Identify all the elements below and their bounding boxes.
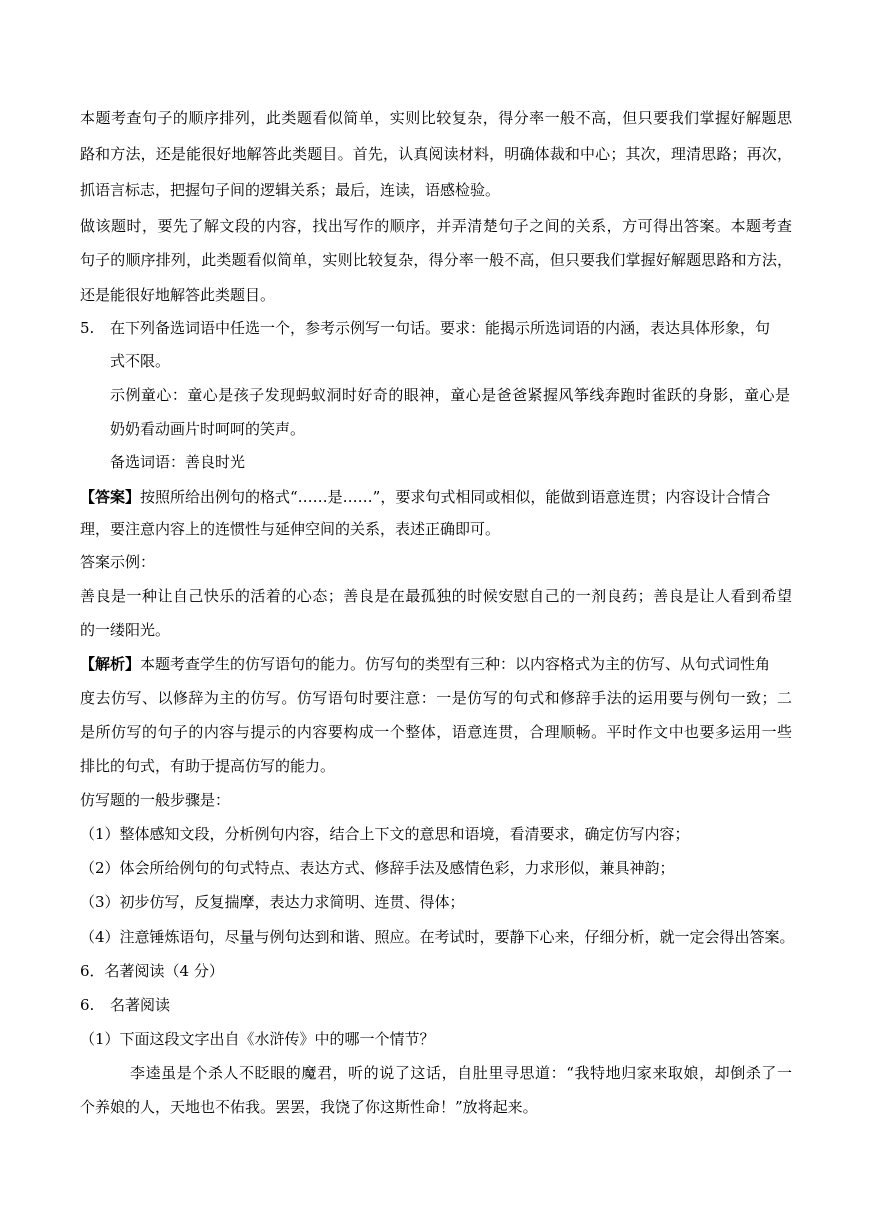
question-text: 式不限。 bbox=[110, 352, 171, 370]
paragraph-line: 本题考查句子的顺序排列，此类题看似简单，实则比较复杂，得分率一般不高，但只要我们掌握好解题思 bbox=[80, 109, 792, 127]
quote-line: 李逵虽是个杀人不眨眼的魔君，听的说了这话，自肚里寻思道：“我特地归家来取娘，却倒杀了一 bbox=[130, 1064, 792, 1082]
question-title: 名著阅读 bbox=[110, 996, 171, 1014]
sample-title: 答案示例： bbox=[80, 553, 156, 571]
question-6 bbox=[80, 995, 792, 1015]
answer-text: 按照所给出例句的格式“……是……”，要求句式相同或相似，能做到语意连贯；内容设计合情合 bbox=[140, 488, 771, 506]
paragraph-line: 句子的顺序排列，此类题看似简单，实则比较复杂，得分率一般不高，但只要我们掌握好解题思路和方法， bbox=[80, 251, 792, 269]
section-heading: 6．名著阅读（4 分） bbox=[80, 962, 224, 980]
sample-line: 的一缕阳光。 bbox=[80, 621, 171, 639]
word-options: 备选词语：善良时光 bbox=[110, 453, 246, 471]
paragraph-line: 还是能很好地解答此类题目。 bbox=[80, 286, 276, 304]
step-item: （1）整体感知文段，分析例句内容，结合上下文的意思和语境，看清要求，确定仿写内容； bbox=[80, 825, 690, 843]
steps-title: 仿写题的一般步骤是： bbox=[80, 791, 231, 809]
analysis-tag: 【解析】 bbox=[80, 655, 141, 673]
question-number: 5. bbox=[80, 319, 95, 337]
sample-line: 善良是一种让自己快乐的活着的心态；善良是在最孤独的时候安慰自己的一剂良药；善良是让人看到希望 bbox=[80, 587, 792, 605]
paragraph-line: 做该题时，要先了解文段的内容，找出写作的顺序，并弄清楚句子之间的关系，方可得出答案。本题考查 bbox=[80, 217, 792, 235]
question-number: 6. bbox=[80, 996, 95, 1014]
example-line: 奶奶看动画片时呵呵的笑声。 bbox=[110, 420, 306, 438]
paragraph-line: 路和方法，还是能很好地解答此类题目。首先，认真阅读材料，明确体裁和中心；其次，理清思路；再次， bbox=[80, 145, 792, 163]
step-item: （3）初步仿写，反复揣摩，表达力求简明、连贯、得体； bbox=[80, 893, 465, 911]
analysis-line bbox=[80, 654, 792, 674]
quote-line: 个养娘的人，天地也不佑我。罢罢，我饶了你这斯性命！”放将起来。 bbox=[80, 1098, 538, 1116]
analysis-text: 排比的句式，有助于提高仿写的能力。 bbox=[80, 757, 336, 775]
question-text: 在下列备选词语中任选一个，参考示例写一句话。要求：能揭示所选词语的内涵，表达具体形象，句 bbox=[110, 319, 771, 337]
paragraph-line: 抓语言标志，把握句子间的逻辑关系；最后，连读，语感检验。 bbox=[80, 181, 501, 199]
step-item: （2）体会所给例句的句式特点、表达方式、修辞手法及感情色彩，力求形似，兼具神韵； bbox=[80, 859, 675, 877]
analysis-text: 度去仿写、以修辞为主的仿写。仿写语句时要注意：一是仿写的句式和修辞手法的运用要与例句一致；二 bbox=[80, 689, 792, 707]
analysis-text: 本题考查学生的仿写语句的能力。仿写句的类型有三种：以内容格式为主的仿写、从句式词性角 bbox=[140, 655, 771, 673]
analysis-text: 是所仿写的句子的内容与提示的内容要构成一个整体，语意连贯，合理顺畅。平时作文中也要多运用一些 bbox=[80, 723, 792, 741]
question-5 bbox=[80, 318, 792, 338]
answer-text: 理，要注意内容上的连惯性与延伸空间的关系，表述正确即可。 bbox=[80, 520, 501, 538]
sub-question: （1）下面这段文字出自《水浒传》中的哪一个情节？ bbox=[80, 1030, 435, 1048]
step-item: （4）注意锤炼语句，尽量与例句达到和谐、照应。在考试时，要静下心来，仔细分析，就一定会得出答案。 bbox=[80, 928, 795, 946]
answer-tag: 【答案】 bbox=[80, 488, 141, 506]
answer-line bbox=[80, 487, 792, 507]
example-line: 示例童心：童心是孩子发现蚂蚁洞时好奇的眼神，童心是爸爸紧握风筝线奔跑时雀跃的身影，童心是 bbox=[110, 386, 790, 404]
